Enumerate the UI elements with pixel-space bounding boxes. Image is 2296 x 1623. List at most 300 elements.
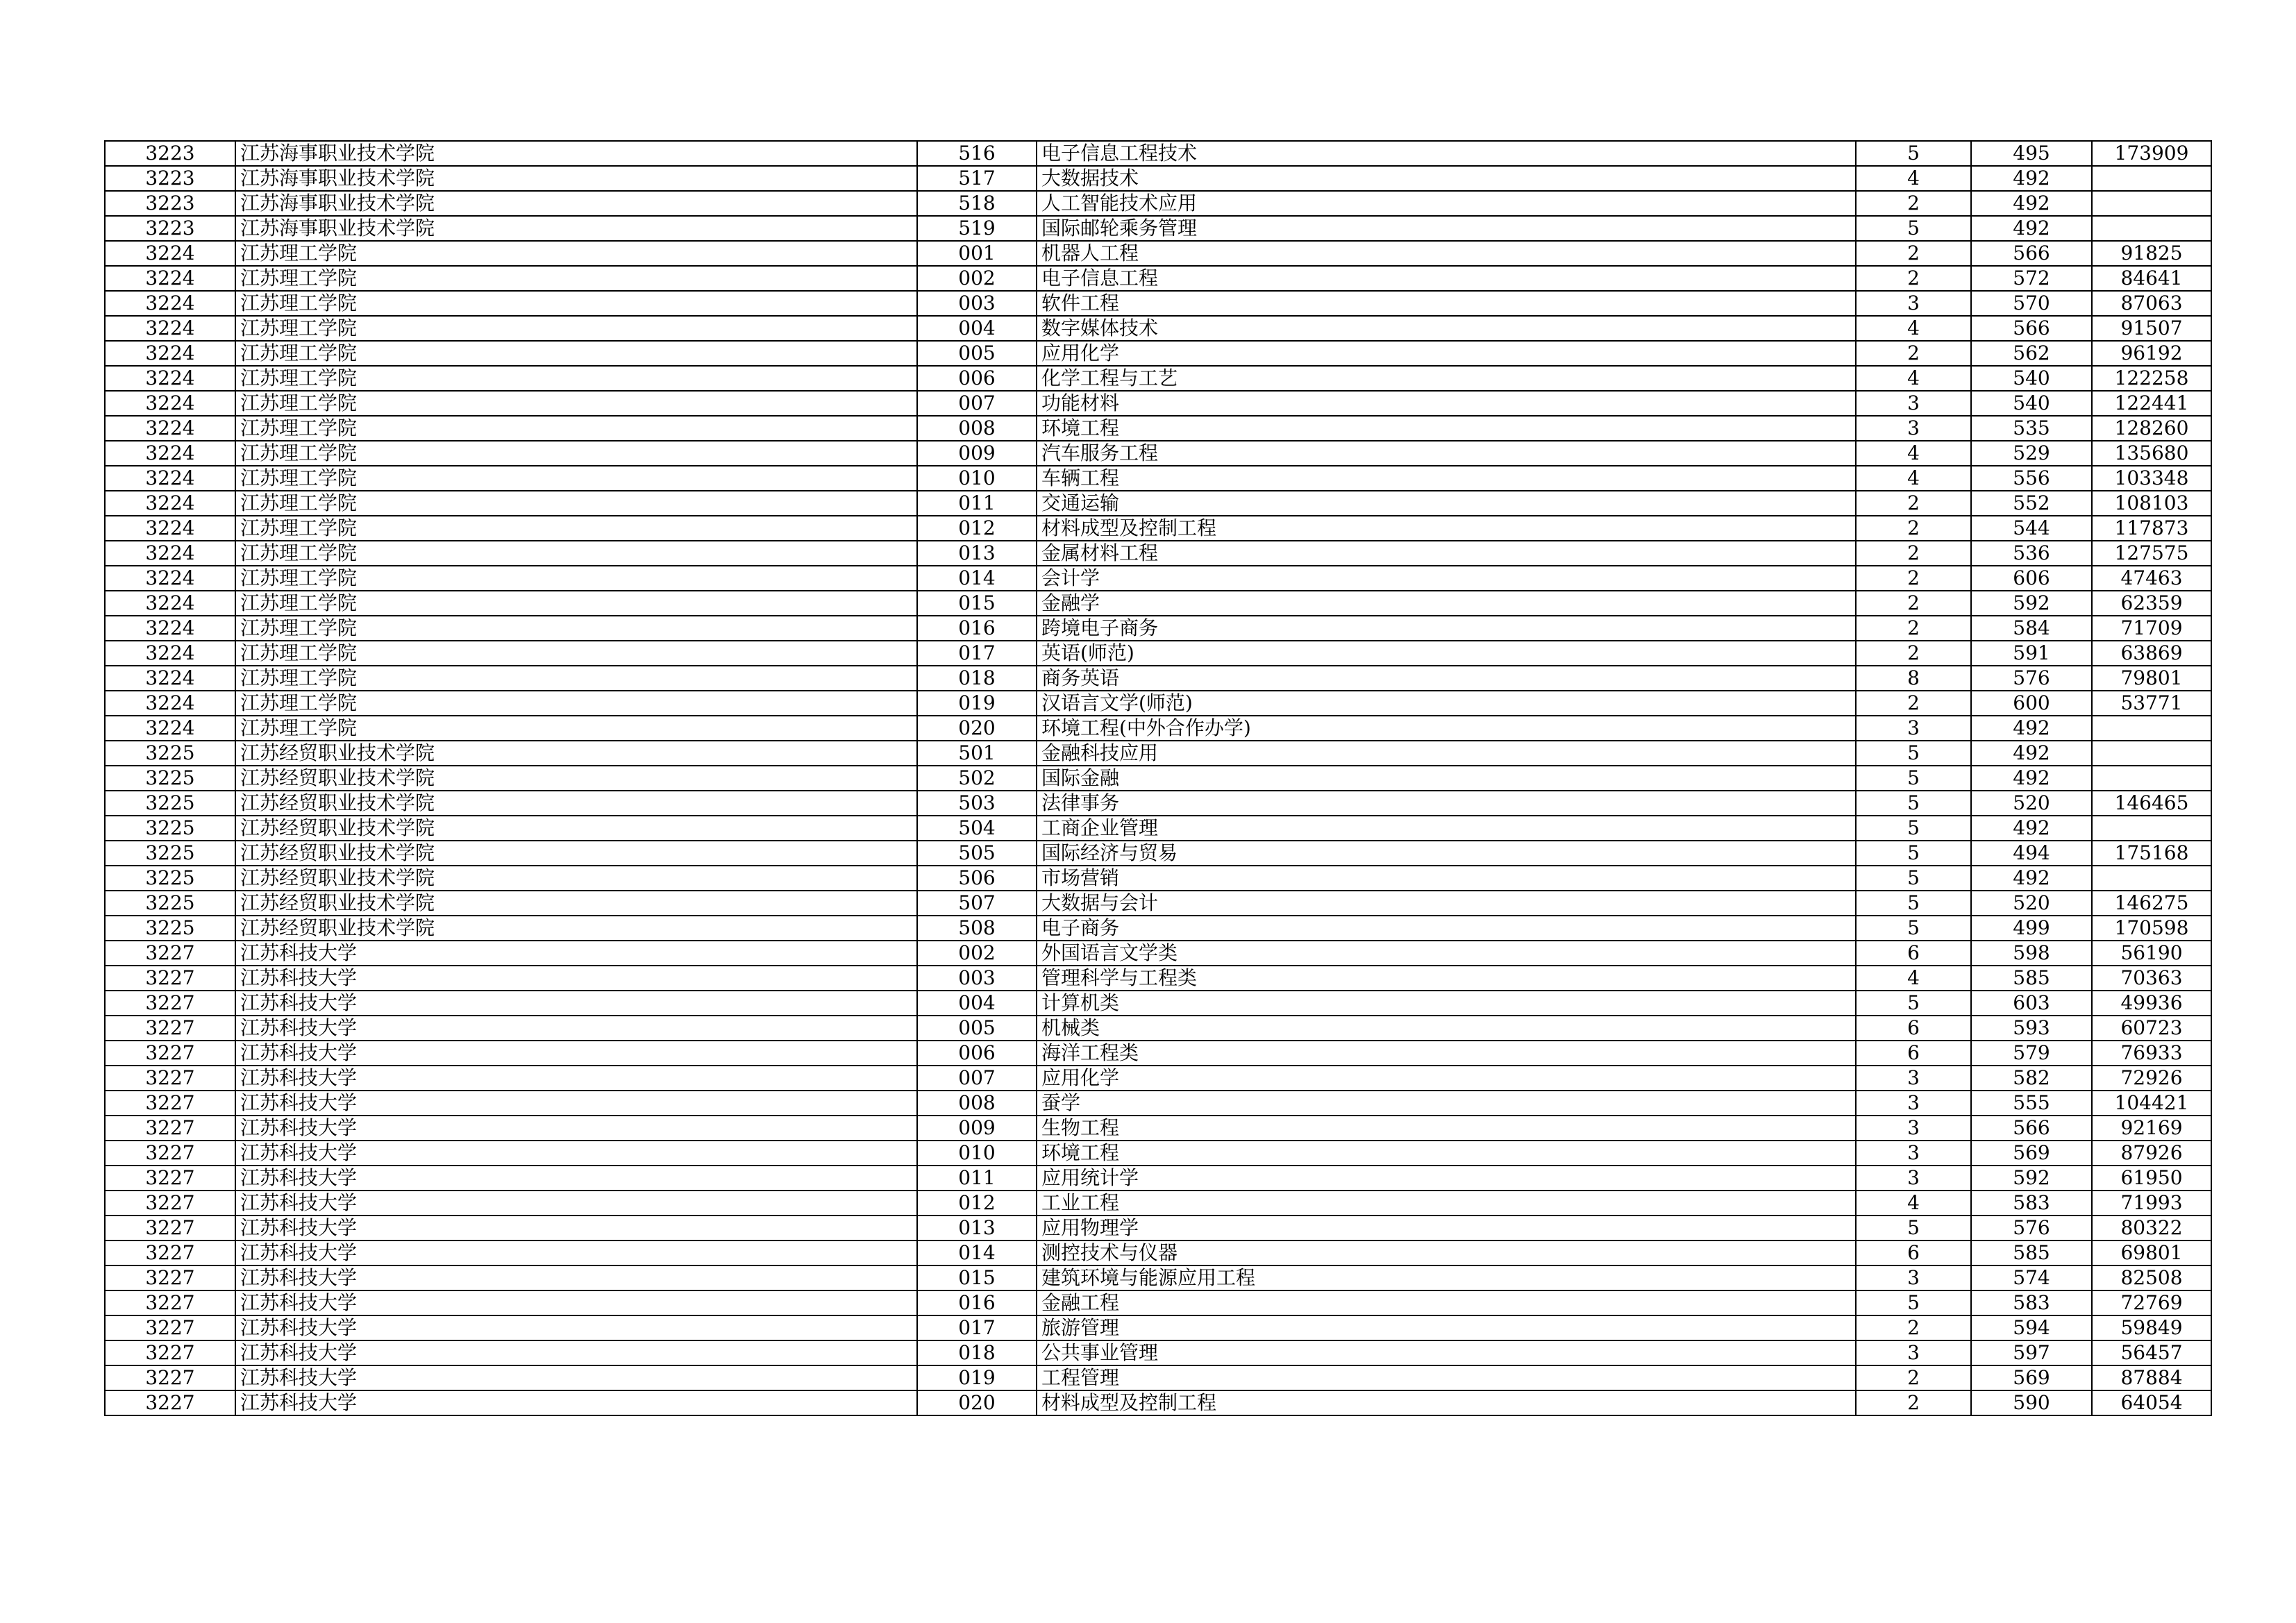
school-code-cell: 3224: [105, 691, 235, 716]
table-row: [105, 516, 2211, 541]
min-score-cell: 592: [1971, 591, 2092, 616]
table-row: [105, 241, 2211, 266]
major-name-cell: 测控技术与仪器: [1037, 1241, 1856, 1265]
school-name-cell: 江苏科技大学: [235, 1315, 917, 1340]
table-row: [105, 841, 2211, 866]
school-code-cell: 3224: [105, 541, 235, 566]
plan-count-cell: 2: [1856, 1315, 1971, 1340]
plan-count-cell: 3: [1856, 291, 1971, 316]
school-name-cell: 江苏科技大学: [235, 1091, 917, 1116]
min-score-cell: 593: [1971, 1016, 2092, 1041]
school-name-cell: 江苏科技大学: [235, 1166, 917, 1191]
major-code-cell: 519: [917, 216, 1037, 241]
min-rank-cell: [2092, 816, 2211, 841]
table-row: [105, 691, 2211, 716]
min-rank-cell: 61950: [2092, 1166, 2211, 1191]
school-name-cell: 江苏经贸职业技术学院: [235, 841, 917, 866]
major-name-cell: 管理科学与工程类: [1037, 966, 1856, 991]
min-score-cell: 495: [1971, 141, 2092, 166]
min-rank-cell: 71993: [2092, 1191, 2211, 1216]
major-code-cell: 506: [917, 866, 1037, 891]
table-row: [105, 441, 2211, 466]
school-code-cell: 3227: [105, 1216, 235, 1241]
major-name-cell: 应用化学: [1037, 341, 1856, 366]
major-name-cell: 材料成型及控制工程: [1037, 1390, 1856, 1415]
major-code-cell: 011: [917, 491, 1037, 516]
major-name-cell: 公共事业管理: [1037, 1340, 1856, 1365]
major-code-cell: 004: [917, 316, 1037, 341]
school-code-cell: 3227: [105, 1365, 235, 1390]
min-score-cell: 594: [1971, 1315, 2092, 1340]
school-name-cell: 江苏科技大学: [235, 1116, 917, 1141]
school-code-cell: 3227: [105, 991, 235, 1016]
min-rank-cell: 87926: [2092, 1141, 2211, 1166]
min-rank-cell: 69801: [2092, 1241, 2211, 1265]
min-rank-cell: [2092, 766, 2211, 791]
plan-count-cell: 2: [1856, 516, 1971, 541]
min-score-cell: 499: [1971, 916, 2092, 941]
major-name-cell: 金属材料工程: [1037, 541, 1856, 566]
major-code-cell: 516: [917, 141, 1037, 166]
major-name-cell: 英语(师范): [1037, 641, 1856, 666]
school-name-cell: 江苏经贸职业技术学院: [235, 866, 917, 891]
plan-count-cell: 5: [1856, 866, 1971, 891]
min-score-cell: 555: [1971, 1091, 2092, 1116]
plan-count-cell: 4: [1856, 166, 1971, 191]
major-name-cell: 跨境电子商务: [1037, 616, 1856, 641]
min-score-cell: 552: [1971, 491, 2092, 516]
school-code-cell: 3224: [105, 391, 235, 416]
table-row: [105, 666, 2211, 691]
plan-count-cell: 5: [1856, 791, 1971, 816]
min-score-cell: 598: [1971, 941, 2092, 966]
major-name-cell: 汉语言文学(师范): [1037, 691, 1856, 716]
plan-count-cell: 3: [1856, 416, 1971, 441]
min-score-cell: 583: [1971, 1191, 2092, 1216]
school-code-cell: 3227: [105, 1166, 235, 1191]
school-code-cell: 3227: [105, 1241, 235, 1265]
school-name-cell: 江苏海事职业技术学院: [235, 191, 917, 216]
plan-count-cell: 2: [1856, 241, 1971, 266]
plan-count-cell: 3: [1856, 1116, 1971, 1141]
major-code-cell: 517: [917, 166, 1037, 191]
min-rank-cell: 53771: [2092, 691, 2211, 716]
min-rank-cell: 173909: [2092, 141, 2211, 166]
table-row: [105, 466, 2211, 491]
major-name-cell: 机器人工程: [1037, 241, 1856, 266]
school-code-cell: 3227: [105, 1265, 235, 1290]
school-code-cell: 3225: [105, 916, 235, 941]
school-name-cell: 江苏经贸职业技术学院: [235, 891, 917, 916]
min-score-cell: 535: [1971, 416, 2092, 441]
min-score-cell: 590: [1971, 1390, 2092, 1415]
school-name-cell: 江苏理工学院: [235, 691, 917, 716]
major-name-cell: 大数据技术: [1037, 166, 1856, 191]
min-score-cell: 566: [1971, 241, 2092, 266]
school-name-cell: 江苏经贸职业技术学院: [235, 916, 917, 941]
school-code-cell: 3224: [105, 241, 235, 266]
table-row: [105, 591, 2211, 616]
major-name-cell: 海洋工程类: [1037, 1041, 1856, 1066]
major-name-cell: 电子商务: [1037, 916, 1856, 941]
major-code-cell: 012: [917, 516, 1037, 541]
school-code-cell: 3227: [105, 941, 235, 966]
major-name-cell: 交通运输: [1037, 491, 1856, 516]
major-name-cell: 环境工程(中外合作办学): [1037, 716, 1856, 741]
min-score-cell: 583: [1971, 1290, 2092, 1315]
min-score-cell: 566: [1971, 316, 2092, 341]
table-row: [105, 216, 2211, 241]
school-code-cell: 3225: [105, 841, 235, 866]
plan-count-cell: 3: [1856, 1265, 1971, 1290]
plan-count-cell: 2: [1856, 641, 1971, 666]
school-code-cell: 3225: [105, 891, 235, 916]
table-row: [105, 1016, 2211, 1041]
major-code-cell: 020: [917, 716, 1037, 741]
min-score-cell: 603: [1971, 991, 2092, 1016]
school-code-cell: 3227: [105, 1016, 235, 1041]
min-rank-cell: 76933: [2092, 1041, 2211, 1066]
table-row: [105, 416, 2211, 441]
min-score-cell: 536: [1971, 541, 2092, 566]
table-row: [105, 1091, 2211, 1116]
min-score-cell: 592: [1971, 1166, 2092, 1191]
school-name-cell: 江苏理工学院: [235, 266, 917, 291]
major-code-cell: 018: [917, 666, 1037, 691]
school-name-cell: 江苏科技大学: [235, 1066, 917, 1091]
min-rank-cell: 146275: [2092, 891, 2211, 916]
plan-count-cell: 2: [1856, 1365, 1971, 1390]
table-row: [105, 391, 2211, 416]
plan-count-cell: 2: [1856, 566, 1971, 591]
plan-count-cell: 5: [1856, 216, 1971, 241]
table-row: [105, 941, 2211, 966]
major-name-cell: 生物工程: [1037, 1116, 1856, 1141]
school-code-cell: 3224: [105, 641, 235, 666]
school-name-cell: 江苏理工学院: [235, 391, 917, 416]
major-name-cell: 材料成型及控制工程: [1037, 516, 1856, 541]
school-code-cell: 3227: [105, 1340, 235, 1365]
plan-count-cell: 6: [1856, 941, 1971, 966]
school-code-cell: 3224: [105, 266, 235, 291]
min-rank-cell: 62359: [2092, 591, 2211, 616]
table-row: [105, 366, 2211, 391]
major-name-cell: 会计学: [1037, 566, 1856, 591]
major-code-cell: 008: [917, 416, 1037, 441]
min-score-cell: 562: [1971, 341, 2092, 366]
major-code-cell: 017: [917, 641, 1037, 666]
min-rank-cell: 87063: [2092, 291, 2211, 316]
school-name-cell: 江苏理工学院: [235, 491, 917, 516]
major-code-cell: 016: [917, 616, 1037, 641]
min-score-cell: 492: [1971, 191, 2092, 216]
min-score-cell: 544: [1971, 516, 2092, 541]
min-score-cell: 492: [1971, 816, 2092, 841]
major-code-cell: 016: [917, 1290, 1037, 1315]
min-rank-cell: 63869: [2092, 641, 2211, 666]
min-rank-cell: 71709: [2092, 616, 2211, 641]
min-score-cell: 574: [1971, 1265, 2092, 1290]
min-rank-cell: 122441: [2092, 391, 2211, 416]
table-row: [105, 1041, 2211, 1066]
major-code-cell: 018: [917, 1340, 1037, 1365]
min-rank-cell: 135680: [2092, 441, 2211, 466]
school-code-cell: 3223: [105, 166, 235, 191]
major-name-cell: 商务英语: [1037, 666, 1856, 691]
major-name-cell: 电子信息工程技术: [1037, 141, 1856, 166]
plan-count-cell: 5: [1856, 916, 1971, 941]
table-row: [105, 791, 2211, 816]
min-rank-cell: 56190: [2092, 941, 2211, 966]
school-name-cell: 江苏理工学院: [235, 366, 917, 391]
major-name-cell: 化学工程与工艺: [1037, 366, 1856, 391]
major-code-cell: 501: [917, 741, 1037, 766]
plan-count-cell: 2: [1856, 691, 1971, 716]
min-rank-cell: 70363: [2092, 966, 2211, 991]
min-score-cell: 570: [1971, 291, 2092, 316]
major-code-cell: 010: [917, 466, 1037, 491]
school-code-cell: 3224: [105, 491, 235, 516]
major-name-cell: 机械类: [1037, 1016, 1856, 1041]
major-code-cell: 008: [917, 1091, 1037, 1116]
school-name-cell: 江苏理工学院: [235, 316, 917, 341]
school-name-cell: 江苏科技大学: [235, 941, 917, 966]
major-code-cell: 007: [917, 391, 1037, 416]
school-name-cell: 江苏科技大学: [235, 1265, 917, 1290]
min-rank-cell: 127575: [2092, 541, 2211, 566]
plan-count-cell: 8: [1856, 666, 1971, 691]
school-code-cell: 3223: [105, 141, 235, 166]
school-name-cell: 江苏经贸职业技术学院: [235, 766, 917, 791]
plan-count-cell: 4: [1856, 966, 1971, 991]
min-score-cell: 492: [1971, 766, 2092, 791]
table-row: [105, 1365, 2211, 1390]
major-name-cell: 应用化学: [1037, 1066, 1856, 1091]
min-rank-cell: [2092, 166, 2211, 191]
school-code-cell: 3227: [105, 1091, 235, 1116]
min-rank-cell: 87884: [2092, 1365, 2211, 1390]
major-name-cell: 软件工程: [1037, 291, 1856, 316]
school-name-cell: 江苏科技大学: [235, 1041, 917, 1066]
min-rank-cell: 59849: [2092, 1315, 2211, 1340]
table-row: [105, 1390, 2211, 1415]
table-row: [105, 491, 2211, 516]
major-code-cell: 011: [917, 1166, 1037, 1191]
school-name-cell: 江苏科技大学: [235, 1241, 917, 1265]
min-score-cell: 579: [1971, 1041, 2092, 1066]
school-name-cell: 江苏海事职业技术学院: [235, 141, 917, 166]
school-name-cell: 江苏科技大学: [235, 1390, 917, 1415]
min-score-cell: 556: [1971, 466, 2092, 491]
min-rank-cell: [2092, 191, 2211, 216]
major-name-cell: 计算机类: [1037, 991, 1856, 1016]
major-name-cell: 人工智能技术应用: [1037, 191, 1856, 216]
school-code-cell: 3224: [105, 516, 235, 541]
major-name-cell: 旅游管理: [1037, 1315, 1856, 1340]
plan-count-cell: 2: [1856, 341, 1971, 366]
school-code-cell: 3227: [105, 1141, 235, 1166]
major-name-cell: 工业工程: [1037, 1191, 1856, 1216]
min-rank-cell: 103348: [2092, 466, 2211, 491]
school-code-cell: 3224: [105, 591, 235, 616]
min-score-cell: 597: [1971, 1340, 2092, 1365]
min-rank-cell: 82508: [2092, 1265, 2211, 1290]
major-code-cell: 010: [917, 1141, 1037, 1166]
major-code-cell: 017: [917, 1315, 1037, 1340]
min-score-cell: 492: [1971, 741, 2092, 766]
plan-count-cell: 3: [1856, 1340, 1971, 1365]
major-code-cell: 019: [917, 691, 1037, 716]
table-row: [105, 866, 2211, 891]
major-code-cell: 015: [917, 591, 1037, 616]
plan-count-cell: 5: [1856, 991, 1971, 1016]
admission-score-table: [104, 140, 2212, 1416]
plan-count-cell: 3: [1856, 1141, 1971, 1166]
major-code-cell: 003: [917, 291, 1037, 316]
school-code-cell: 3224: [105, 716, 235, 741]
min-rank-cell: 92169: [2092, 1116, 2211, 1141]
plan-count-cell: 6: [1856, 1016, 1971, 1041]
school-name-cell: 江苏理工学院: [235, 516, 917, 541]
major-code-cell: 003: [917, 966, 1037, 991]
major-code-cell: 014: [917, 1241, 1037, 1265]
table-row: [105, 891, 2211, 916]
plan-count-cell: 5: [1856, 766, 1971, 791]
plan-count-cell: 3: [1856, 716, 1971, 741]
major-name-cell: 应用物理学: [1037, 1216, 1856, 1241]
school-code-cell: 3227: [105, 966, 235, 991]
major-code-cell: 518: [917, 191, 1037, 216]
min-rank-cell: 108103: [2092, 491, 2211, 516]
major-code-cell: 006: [917, 1041, 1037, 1066]
school-code-cell: 3223: [105, 191, 235, 216]
table-row: [105, 1141, 2211, 1166]
major-name-cell: 电子信息工程: [1037, 266, 1856, 291]
major-code-cell: 004: [917, 991, 1037, 1016]
school-name-cell: 江苏理工学院: [235, 591, 917, 616]
min-rank-cell: 72926: [2092, 1066, 2211, 1091]
school-name-cell: 江苏理工学院: [235, 616, 917, 641]
min-rank-cell: 175168: [2092, 841, 2211, 866]
major-name-cell: 蚕学: [1037, 1091, 1856, 1116]
table-row: [105, 566, 2211, 591]
table-row: [105, 1315, 2211, 1340]
table-row: [105, 141, 2211, 166]
school-name-cell: 江苏科技大学: [235, 1191, 917, 1216]
plan-count-cell: 5: [1856, 1290, 1971, 1315]
plan-count-cell: 2: [1856, 1390, 1971, 1415]
major-code-cell: 013: [917, 541, 1037, 566]
min-score-cell: 572: [1971, 266, 2092, 291]
school-name-cell: 江苏科技大学: [235, 1365, 917, 1390]
school-code-cell: 3227: [105, 1315, 235, 1340]
major-name-cell: 外国语言文学类: [1037, 941, 1856, 966]
school-code-cell: 3224: [105, 416, 235, 441]
school-code-cell: 3227: [105, 1041, 235, 1066]
plan-count-cell: 2: [1856, 591, 1971, 616]
plan-count-cell: 4: [1856, 441, 1971, 466]
school-code-cell: 3223: [105, 216, 235, 241]
plan-count-cell: 5: [1856, 141, 1971, 166]
school-code-cell: 3224: [105, 616, 235, 641]
school-code-cell: 3225: [105, 816, 235, 841]
major-code-cell: 019: [917, 1365, 1037, 1390]
min-score-cell: 494: [1971, 841, 2092, 866]
table-row: [105, 816, 2211, 841]
school-name-cell: 江苏经贸职业技术学院: [235, 741, 917, 766]
plan-count-cell: 6: [1856, 1041, 1971, 1066]
major-code-cell: 503: [917, 791, 1037, 816]
school-code-cell: 3224: [105, 441, 235, 466]
school-name-cell: 江苏理工学院: [235, 241, 917, 266]
table-row: [105, 966, 2211, 991]
table-row: [105, 1191, 2211, 1216]
min-score-cell: 569: [1971, 1141, 2092, 1166]
major-code-cell: 507: [917, 891, 1037, 916]
min-rank-cell: 80322: [2092, 1216, 2211, 1241]
plan-count-cell: 3: [1856, 1166, 1971, 1191]
major-code-cell: 012: [917, 1191, 1037, 1216]
major-code-cell: 502: [917, 766, 1037, 791]
school-code-cell: 3225: [105, 791, 235, 816]
major-name-cell: 车辆工程: [1037, 466, 1856, 491]
major-code-cell: 015: [917, 1265, 1037, 1290]
min-score-cell: 492: [1971, 716, 2092, 741]
school-code-cell: 3224: [105, 316, 235, 341]
school-code-cell: 3225: [105, 866, 235, 891]
school-code-cell: 3225: [105, 741, 235, 766]
table-row: [105, 1241, 2211, 1265]
table-row: [105, 316, 2211, 341]
school-code-cell: 3227: [105, 1116, 235, 1141]
min-score-cell: 566: [1971, 1116, 2092, 1141]
school-name-cell: 江苏科技大学: [235, 1216, 917, 1241]
table-row: [105, 541, 2211, 566]
school-name-cell: 江苏理工学院: [235, 441, 917, 466]
plan-count-cell: 5: [1856, 1216, 1971, 1241]
major-name-cell: 金融工程: [1037, 1290, 1856, 1315]
major-code-cell: 002: [917, 266, 1037, 291]
school-name-cell: 江苏科技大学: [235, 1016, 917, 1041]
table-row: [105, 766, 2211, 791]
min-rank-cell: 72769: [2092, 1290, 2211, 1315]
plan-count-cell: 3: [1856, 1066, 1971, 1091]
min-rank-cell: 84641: [2092, 266, 2211, 291]
plan-count-cell: 5: [1856, 891, 1971, 916]
school-code-cell: 3224: [105, 666, 235, 691]
plan-count-cell: 4: [1856, 366, 1971, 391]
min-score-cell: 591: [1971, 641, 2092, 666]
major-code-cell: 508: [917, 916, 1037, 941]
min-score-cell: 520: [1971, 791, 2092, 816]
table-row: [105, 291, 2211, 316]
major-code-cell: 504: [917, 816, 1037, 841]
plan-count-cell: 2: [1856, 541, 1971, 566]
school-name-cell: 江苏理工学院: [235, 716, 917, 741]
table-row: [105, 916, 2211, 941]
school-code-cell: 3227: [105, 1191, 235, 1216]
major-name-cell: 市场营销: [1037, 866, 1856, 891]
school-name-cell: 江苏理工学院: [235, 416, 917, 441]
school-name-cell: 江苏理工学院: [235, 466, 917, 491]
school-name-cell: 江苏科技大学: [235, 991, 917, 1016]
min-rank-cell: [2092, 716, 2211, 741]
plan-count-cell: 3: [1856, 391, 1971, 416]
min-rank-cell: 170598: [2092, 916, 2211, 941]
min-rank-cell: 91825: [2092, 241, 2211, 266]
major-code-cell: 006: [917, 366, 1037, 391]
major-code-cell: 009: [917, 1116, 1037, 1141]
